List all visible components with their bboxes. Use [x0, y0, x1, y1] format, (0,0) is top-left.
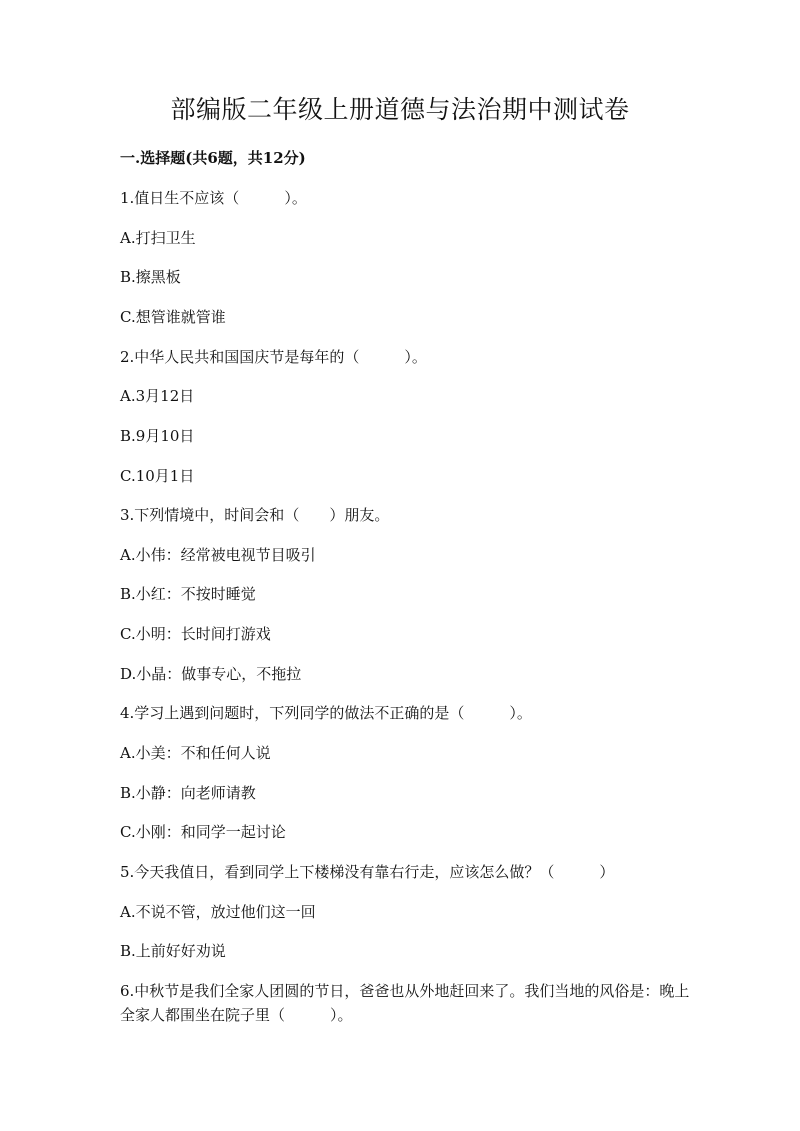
question-5-option-b: B.上前好好劝说 — [120, 942, 226, 960]
question-2: 2.中华人民共和国国庆节是每年的（ ）。 — [120, 348, 427, 366]
question-6: 6.中秋节是我们全家人团圆的节日，爸爸也从外地赶回来了。我们当地的风俗是：晚上全家人都围坐在院子里（ ）。 — [120, 982, 690, 1024]
question-3-option-a: A.小伟：经常被电视节目吸引 — [120, 546, 316, 564]
question-4: 4.学习上遇到问题时，下列同学的做法不正确的是（ ）。 — [120, 704, 532, 722]
question-1-option-c: C.想管谁就管谁 — [120, 308, 226, 326]
question-5-option-a: A.不说不管，放过他们这一回 — [120, 903, 316, 921]
question-3: 3.下列情境中，时间会和（ ）朋友。 — [120, 506, 390, 524]
question-2-option-c: C.10月1日 — [120, 467, 195, 485]
section-heading: 一.选择题(共6题，共12分) — [120, 149, 306, 167]
page-title: 部编版二年级上册道德与法治期中测试卷 — [170, 95, 630, 124]
question-4-option-c: C.小刚：和同学一起讨论 — [120, 823, 286, 841]
question-1-option-b: B.擦黑板 — [120, 268, 181, 286]
question-2-option-a: A.3月12日 — [120, 387, 195, 405]
question-3-option-b: B.小红：不按时睡觉 — [120, 585, 256, 603]
question-1-option-a: A.打扫卫生 — [120, 229, 196, 247]
question-1: 1.值日生不应该（ ）。 — [120, 189, 307, 207]
question-5: 5.今天我值日，看到同学上下楼梯没有靠右行走，应该怎么做？（ ） — [120, 863, 615, 881]
question-3-option-c: C.小明：长时间打游戏 — [120, 625, 271, 643]
question-3-option-d: D.小晶：做事专心，不拖拉 — [120, 665, 302, 683]
question-2-option-b: B.9月10日 — [120, 427, 195, 445]
question-4-option-a: A.小美：不和任何人说 — [120, 744, 271, 762]
question-4-option-b: B.小静：向老师请教 — [120, 784, 256, 802]
